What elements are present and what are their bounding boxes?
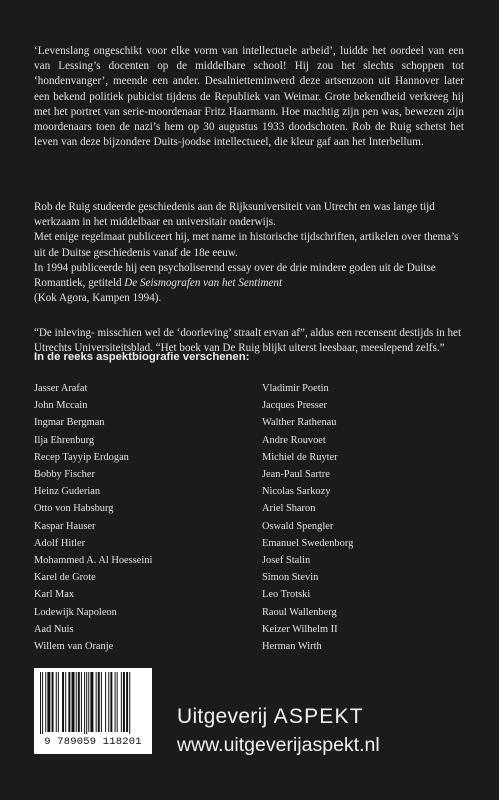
series-title-right-8: Ariel Sharon (262, 503, 316, 515)
series-title-left-3: Ingmar Bergman (34, 417, 105, 429)
series-title-left-6: Bobby Fischer (34, 469, 95, 481)
series-list-left (34, 380, 152, 655)
series-title-left-13: Karl Max (34, 589, 75, 601)
blurb-text: ‘Levenslang ongeschikt voor elke vorm van intellectuele arbeid’, luidde het oordeel van een van Lessing’s docenten op de middelbare school! Hij zou het slechts schoppen tot ‘hondenvanger’, meende een ander. Desalnietteminwerd deze artsenzoon uit Hannover later een bekend politiek pubicist tijdens de Republiek van Weimar. Grote bekendheid verkreeg hij met het portret van serie-moordenaar Fritz Haarmann. Hoe machtig zijn pen was, bewezen zijn moordenaars toen de nazi’s hem op 30 augustus 1933 doodschoten. Rob de Ruig schetst het leven van deze bijzondere Duits-joodse intellectueel, die kleur gaf aan het Interbellum. (34, 45, 464, 149)
publisher-prefix: Uitgeverij (177, 705, 268, 728)
series-title-left-1: Jasser Arafat (34, 383, 88, 394)
publisher-name (177, 705, 364, 729)
series-title-right-7: Nicolas Sarkozy (262, 486, 331, 498)
series-list-right (262, 380, 353, 655)
series-title-left-4: Ilja Ehrenburg (34, 434, 95, 446)
series-title-right-13: Leo Trotski (262, 589, 311, 601)
series-title-left-9: Kaspar Hauser (34, 520, 96, 532)
series-title-left-5: Recep Tayyip Erdogan (34, 451, 129, 463)
barcode-bars (38, 672, 148, 734)
bio-line-3-text: In 1994 publiceerde hij een psycholiserend essay over de drie mindere goden uit de Duitse Romantiek, getiteld (34, 261, 436, 290)
publisher-website: www.uitgeverijaspekt.nl (177, 734, 380, 756)
series-title-left-12: Karel de Grote (34, 572, 96, 584)
bio-line-3 (34, 261, 464, 307)
series-heading: In de reeks aspektbiografie verschenen: (34, 351, 250, 363)
series-title-right-6: Jean-Paul Sartre (262, 469, 330, 481)
series-title-right-3: Walther Rathenau (262, 417, 337, 429)
series-title-left-10: Adolf Hitler (34, 537, 86, 549)
essay-title: De Seismografen van het Sentiment (124, 277, 283, 290)
review-quote-text: “De inleving- misschien wel de ‘doorleving’ straalt ervan af”, aldus een recensent destijds in het Utrechts Universiteitsblad. “Het boek van De Ruig blijkt uiterst leesbaar, meeslepend zelfs.” (34, 327, 462, 355)
series-title-left-14: Lodewijk Napoleon (34, 606, 117, 618)
blurb (34, 44, 464, 150)
bio-line-1: Rob de Ruig studeerde geschiedenis aan de Rijksuniversiteit van Utrecht en was lange tijd werkzaam in het middelbaar en universitair onderwijs. (34, 201, 435, 229)
author-bio (34, 200, 464, 306)
series-title-right-16: Herman Wirth (262, 641, 322, 653)
series-title-right-9: Oswald Spengler (262, 520, 334, 532)
series-title-left-2: John Mccain (34, 400, 88, 412)
series-title-right-2: Jacques Presser (262, 400, 327, 412)
series-title-left-8: Otto von Habsburg (34, 503, 114, 515)
series-title-right-12: Simon Stevin (262, 572, 319, 584)
barcode-digits: 9 789059 118201 (44, 736, 142, 748)
series-title-left-15: Aad Nuis (34, 623, 74, 635)
isbn-barcode (34, 668, 152, 754)
essay-publisher: (Kok Agora, Kampen 1994). (34, 292, 162, 305)
series-title-right-1: Vladimir Poetin (262, 383, 329, 394)
series-title-left-7: Heinz Guderian (34, 486, 101, 498)
series-title-right-10: Emanuel Swedenborg (262, 537, 354, 549)
series-title-right-5: Michiel de Ruyter (262, 451, 338, 463)
series-title-left-11: Mohammed A. Al Hoesseini (34, 555, 153, 567)
series-title-left-16: Willem van Oranje (34, 641, 114, 653)
series-title-right-15: Keizer Wilhelm II (262, 623, 338, 635)
bio-line-2: Met enige regelmaat publiceert hij, met name in historische tijdschriften, artikelen over thema’s uit de Duitse geschiedenis vanaf de 18e eeuw. (34, 231, 459, 259)
series-title-right-4: Andre Rouvoet (262, 434, 326, 446)
series-title-right-14: Raoul Wallenberg (262, 606, 337, 618)
series-title-right-11: Josef Stalin (262, 555, 311, 567)
publisher-brand: ASPEKT (273, 705, 364, 728)
